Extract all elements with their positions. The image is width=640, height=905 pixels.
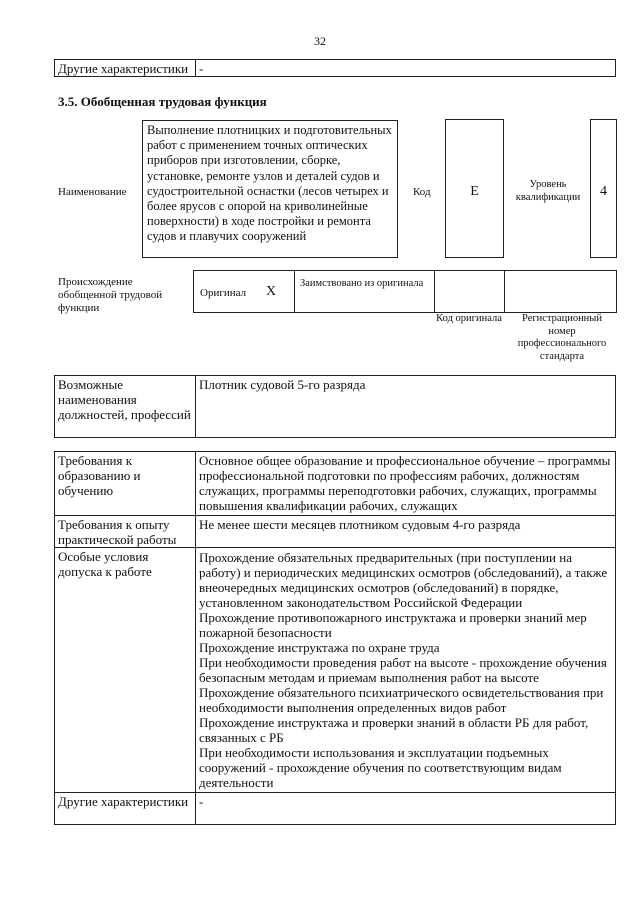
origin-table [193, 270, 617, 313]
education-value: Основное общее образование и профессиональное обучение – программы профессиональной подготовки по профессиям рабочих, должностям служащих, программы переподготовки рабочих, служащих, программы повышения квалификации рабочих, служащих [196, 452, 616, 516]
experience-label: Требования к опыту практической работы [55, 516, 196, 548]
condition-item: Прохождение инструктажа и проверки знаний в области РБ для работ, связанных с РБ [199, 715, 589, 745]
original-code-caption: Код оригинала [436, 313, 502, 324]
borrowed-label: Заимствовано из оригинала [300, 278, 424, 289]
experience-value: Не менее шести месяцев плотником судовым 4-го разряда [196, 516, 616, 548]
original-mark: X [266, 284, 277, 299]
other-value: - [196, 793, 616, 825]
code-label: Код [413, 186, 431, 198]
top-other-value: - [196, 60, 616, 77]
other-label: Другие характеристики [55, 793, 196, 825]
level-box [590, 119, 617, 258]
positions-label: Возможные наименования должностей, профессий [55, 376, 196, 438]
code-value: E [470, 184, 479, 199]
origin-label: Происхождение обобщенной трудовой функции [58, 276, 163, 314]
condition-item: Прохождение обязательных предварительных (при поступлении на работу) и периодических медицинских осмотров (обследований), а также внеочередных медицинских осмотров (обследований) в порядке, установленном законодательством Российской Федерации [199, 550, 608, 610]
section-title: 3.5. Обобщенная трудовая функция [58, 94, 267, 109]
qualification-level-label: Уровень квалификации [515, 179, 581, 203]
conditions-list [196, 548, 616, 793]
condition-item: Прохождение инструктажа по охране труда [199, 640, 440, 655]
level-value: 4 [600, 184, 607, 199]
requirements-table [54, 451, 616, 825]
top-other-characteristics-table [54, 59, 616, 77]
positions-table [54, 375, 616, 438]
original-label: Оригинал [200, 287, 247, 299]
condition-item: Прохождение обязательного психиатрического освидетельствования при необходимости выполнения определенных видов работ [199, 685, 604, 715]
function-name-box [142, 120, 398, 258]
top-other-label: Другие характеристики [55, 60, 196, 77]
condition-item: При необходимости проведения работ на высоте - прохождение обучения безопасным методам и приемам выполнения работ на высоте [199, 655, 607, 685]
page-number: 32 [314, 34, 326, 48]
condition-item: При необходимости использования и эксплуатации подъемных сооружений - прохождение обучения по соответствующим видам деятельности [199, 745, 562, 790]
conditions-label: Особые условия допуска к работе [55, 548, 196, 793]
code-box [445, 119, 504, 258]
condition-item: Прохождение противопожарного инструктажа и проверки знаний мер пожарной безопасности [199, 610, 587, 640]
function-name-value: Выполнение плотницких и подготовительных работ с применением точных оптических приборов при изготовлении, сборке, установке, ремонте узлов и деталей судов и судостроительной оснастки (лесов четырех и более ярусов с опорой на криволинейные поверхности) в ходе постройки и ремонта судов и плавучих сооружений [147, 123, 392, 244]
positions-value: Плотник судовой 5-го разряда [196, 376, 616, 438]
registration-number-caption: Регистрационный номер профессионального стандарта [517, 313, 607, 362]
name-label: Наименование [58, 186, 127, 198]
education-label: Требования к образованию и обучению [55, 452, 196, 516]
